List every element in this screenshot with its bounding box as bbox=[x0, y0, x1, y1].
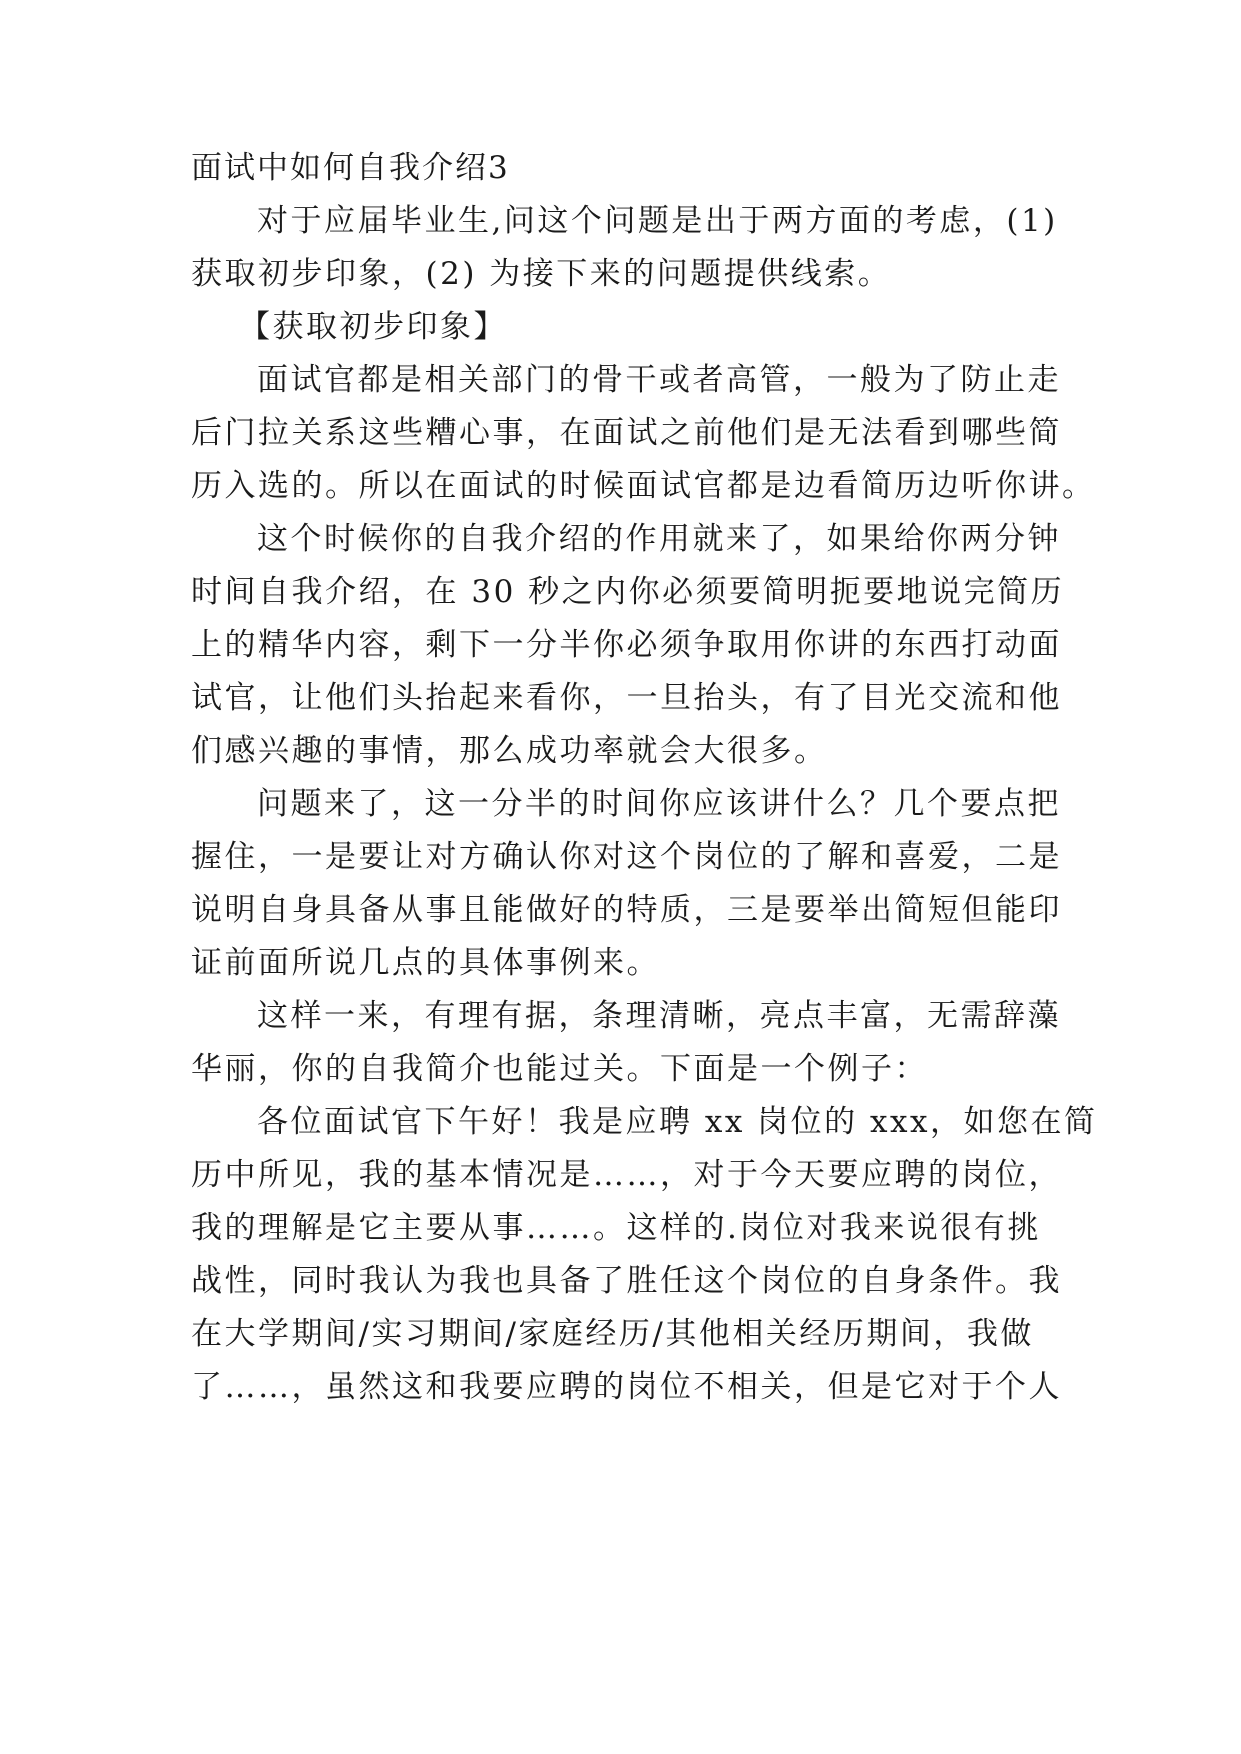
paragraph-line: 试官，让他们头抬起来看你，一旦抬头，有了目光交流和他 bbox=[191, 680, 1062, 716]
paragraph-line: 握住，一是要让对方确认你对这个岗位的了解和喜爱，二是 bbox=[191, 839, 1062, 875]
document-title: 面试中如何自我介绍3 bbox=[191, 150, 510, 186]
paragraph-line: 证前面所说几点的具体事例来。 bbox=[191, 945, 660, 981]
paragraph-line: 战性，同时我认为我也具备了胜任这个岗位的自身条件。我 bbox=[191, 1263, 1062, 1299]
paragraph-line: 历中所见，我的基本情况是……，对于今天要应聘的岗位， bbox=[191, 1157, 1062, 1193]
paragraph-line: 华丽，你的自我简介也能过关。下面是一个例子： bbox=[191, 1051, 928, 1087]
paragraph-line: 对于应届毕业生,问这个问题是出于两方面的考虑，(1) bbox=[257, 203, 1058, 239]
paragraph-line: 各位面试官下午好！我是应聘 xx 岗位的 xxx，如您在简 bbox=[257, 1104, 1098, 1140]
paragraph-line: 我的理解是它主要从事……。这样的.岗位对我来说很有挑 bbox=[191, 1210, 1041, 1246]
paragraph-line: 后门拉关系这些糟心事，在面试之前他们是无法看到哪些简 bbox=[191, 415, 1062, 451]
paragraph-line: 在大学期间/实习期间/家庭经历/其他相关经历期间，我做 bbox=[191, 1316, 1034, 1352]
paragraph-line: 这个时候你的自我介绍的作用就来了，如果给你两分钟 bbox=[257, 521, 1061, 557]
paragraph-line: 时间自我介绍，在 30 秒之内你必须要简明扼要地说完简历 bbox=[191, 574, 1065, 610]
paragraph-line: 了……，虽然这和我要应聘的岗位不相关，但是它对于个人 bbox=[191, 1369, 1062, 1405]
paragraph-line: 获取初步印象，(2) 为接下来的问题提供线索。 bbox=[191, 256, 892, 292]
paragraph-line: 历入选的。所以在面试的时候面试官都是边看简历边听你讲。 bbox=[191, 468, 1096, 504]
paragraph-line: 这样一来，有理有据，条理清晰，亮点丰富，无需辞藻 bbox=[257, 998, 1061, 1034]
paragraph-line: 们感兴趣的事情，那么成功率就会大很多。 bbox=[191, 733, 828, 769]
paragraph-line: 面试官都是相关部门的骨干或者高管，一般为了防止走 bbox=[257, 362, 1061, 398]
paragraph-line: 上的精华内容，剩下一分半你必须争取用你讲的东西打动面 bbox=[191, 627, 1062, 663]
paragraph-line: 问题来了，这一分半的时间你应该讲什么？几个要点把 bbox=[257, 786, 1061, 822]
paragraph-line: 说明自身具备从事且能做好的特质，三是要举出简短但能印 bbox=[191, 892, 1062, 928]
section-heading: 【获取初步印象】 bbox=[239, 309, 507, 345]
